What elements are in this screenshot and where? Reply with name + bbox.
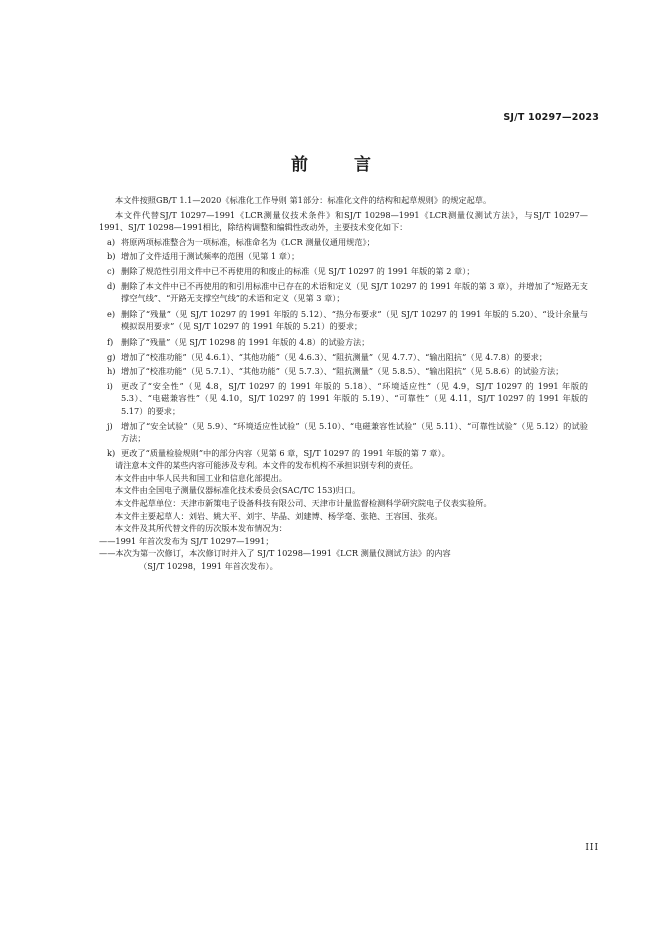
list-marker: e) [107,308,116,319]
list-marker: k) [107,447,116,458]
list-item-text: 更改了“质量检验规则”中的部分内容（见第 6 章，SJ/T 10297 的 1991 年版的第 7 章）。 [121,447,450,458]
list-marker: f) [107,336,114,347]
list-item-text: 更改了“安全性”（见 4.8，SJ/T 10297 的 1991 年版的 5.18）、“环境适应性”（见 4.9，SJ/T 10297 的 1991 年版的 5.3）、“电磁兼容性”（见 4.10，SJ/T 10297 的 1991 年版的 5.19）、“可靠性”（见 4.11，SJ/T 10297 的 1991 年版的 5.17）的要求； [121,380,588,416]
list-item [99,308,588,333]
list-item [99,447,588,460]
list-item [99,351,588,364]
list-item-text: 增加了“安全试验”（见 5.9）、“环境适应性试验”（见 5.10）、“电磁兼容性试验”（见 5.11）、“可靠性试验”（见 5.12）的试验方法； [121,420,588,444]
standard-number: SJ/T 10297—2023 [503,112,599,123]
list-item [99,280,588,305]
list-item-text: 删除了本文件中已不再使用的和引用标准中已存在的术语和定义（见 SJ/T 10297 的 1991 年版的第 3 章），并增加了“短路无支撑空气线”、“开路无支撑空气线”的术语和定义（见第 3 章）； [121,280,588,304]
list-item [99,250,588,263]
list-marker: i) [107,380,113,391]
list-marker: a) [107,236,116,247]
list-item [99,365,588,378]
list-marker: h) [107,366,116,377]
drafting-units: 本文件起草单位：天津市新策电子设备科技有限公司、天津市计量监督检测科学研究院电子仪表实验所。 [115,498,492,509]
list-item-text: 增加了文件适用于测试频率的范围（见第 1 章）； [121,251,300,262]
list-marker: g) [107,351,116,362]
page-title: 前 言 [291,155,391,175]
replacement-paragraph: 本文件代替SJ/T 10297—1991《LCR测量仪技术条件》和SJ/T 10298—1991《LCR测量仪测试方法》，与SJ/T 10297—1991、SJ/T 10298—1991相比，除结构调整和编辑性改动外，主要技术变化如下： [99,209,588,233]
list-item [99,336,588,349]
list-marker: j) [107,420,113,431]
proposer-statement: 本文件由中华人民共和国工业和信息化部提出。 [115,472,287,483]
list-marker: d) [107,280,116,291]
list-marker: c) [107,265,115,276]
history-item: ——1991 年首次发布为 SJ/T 10297—1991； [99,535,274,546]
list-item-text: 删除了规范性引用文件中已不再使用的和废止的标准（见 SJ/T 10297 的 1991 年版的第 2 章）； [121,265,475,276]
patent-notice: 请注意本文件的某些内容可能涉及专利。本文件的发布机构不承担识别专利的责任。 [115,460,418,471]
drafters: 本文件主要起草人：刘岩、姚大平、刘宇、毕晶、刘建博、杨学毫、张艳、王容国、张亮。 [115,510,443,521]
list-marker: b) [107,251,116,262]
history-intro: 本文件及其所代替文件的历次版本发布情况为： [115,523,287,534]
foreword-body [99,194,588,573]
drafting-rule-paragraph: 本文件按照GB/T 1.1—2020《标准化工作导则 第1部分：标准化文件的结构和起草规则》的规定起草。 [115,195,492,205]
changes-list [99,236,588,460]
list-item-text: 删除了“残量”（见 SJ/T 10298 的 1991 年版的 4.8）的试验方法； [121,336,370,347]
list-item [99,236,588,249]
list-item-text: 增加了“校准功能”（见 4.6.1）、“其他功能”（见 4.6.3）、“阻抗测量”（见 4.7.7）、“输出阻抗”（见 4.7.8）的要求； [121,351,548,362]
page-number: III [585,843,599,853]
history-item-continuation: （SJ/T 10298，1991 年首次发布）。 [139,561,278,572]
committee-statement: 本文件由全国电子测量仪器标准化技术委员会(SAC/TC 153)归口。 [115,485,361,496]
list-item [99,420,588,445]
list-item [99,265,588,278]
list-item-text: 增加了“校准功能”（见 5.7.1）、“其他功能”（见 5.7.3）、“阻抗测量”（见 5.8.5）、“输出阻抗”（见 5.8.6）的试验方法； [121,366,564,377]
list-item-text: 将原两项标准整合为一项标准，标准命名为《LCR 测量仪通用规范》； [121,236,375,247]
list-item [99,380,588,418]
history-item: ——本次为第一次修订，本次修订时并入了 SJ/T 10298—1991《LCR 测量仪测试方法》的内容 [99,548,451,559]
list-item-text: 删除了“残量”（见 SJ/T 10297 的 1991 年版的 5.12）、“热分布要求”（见 SJ/T 10297 的 1991 年版的 5.20）、“设计余量与模拟误用要求”（见 SJ/T 10297 的 1991 年版的 5.21）的要求； [121,308,588,332]
